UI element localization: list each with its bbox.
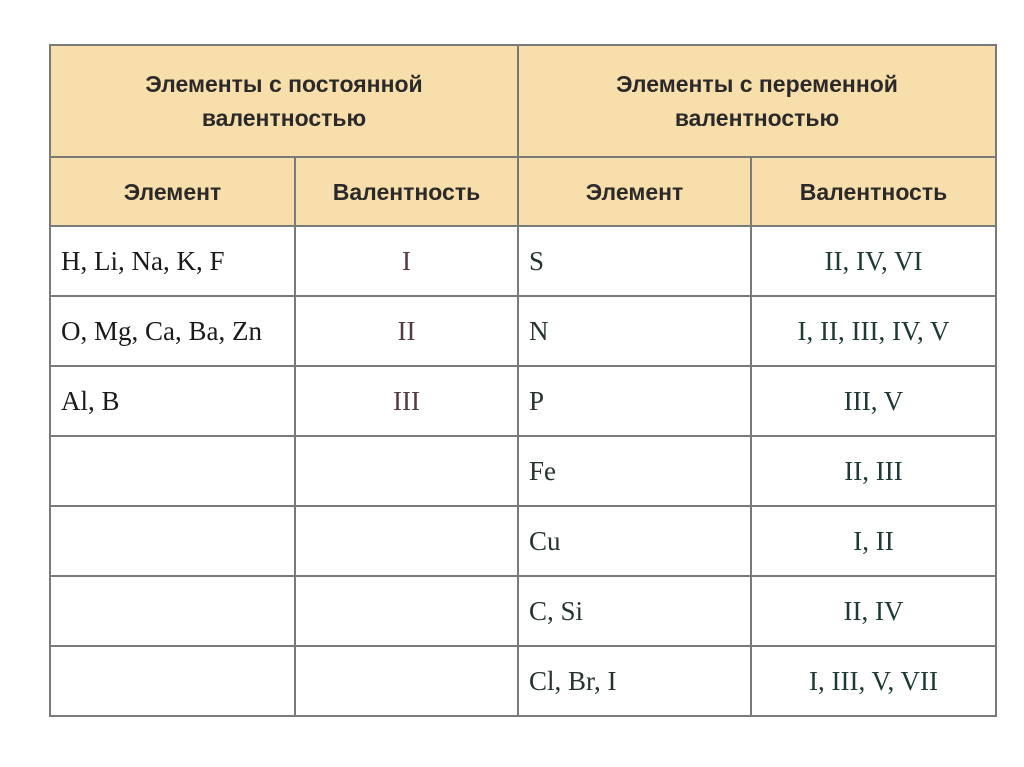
- var-element-cell: C, Si: [518, 576, 751, 646]
- valence-table-container: [49, 44, 995, 716]
- var-element-header: Элемент: [518, 157, 751, 226]
- var-valence-cell: I, II, III, IV, V: [751, 296, 996, 366]
- const-valence-cell: [295, 506, 518, 576]
- const-element-cell: [50, 576, 295, 646]
- const-valence-cell: II: [295, 296, 518, 366]
- var-element-cell: Fe: [518, 436, 751, 506]
- var-valence-cell: III, V: [751, 366, 996, 436]
- table-row: [50, 296, 996, 366]
- const-element-cell: Al, B: [50, 366, 295, 436]
- table-row: [50, 506, 996, 576]
- table-row: [50, 226, 996, 296]
- const-element-header: Элемент: [50, 157, 295, 226]
- var-element-cell: N: [518, 296, 751, 366]
- var-valence-cell: II, IV: [751, 576, 996, 646]
- var-valence-header: Валентность: [751, 157, 996, 226]
- const-valence-header: Валентность: [295, 157, 518, 226]
- table-row: [50, 646, 996, 716]
- var-element-cell: Cu: [518, 506, 751, 576]
- const-valence-cell: [295, 436, 518, 506]
- group-header-row: [50, 45, 996, 157]
- variable-valence-header: Элементы с переменной валентностью: [518, 45, 996, 157]
- sub-header-row: [50, 157, 996, 226]
- const-valence-cell: III: [295, 366, 518, 436]
- const-valence-cell: I: [295, 226, 518, 296]
- const-valence-cell: [295, 576, 518, 646]
- var-valence-cell: II, IV, VI: [751, 226, 996, 296]
- valence-table: [49, 44, 997, 717]
- var-element-cell: Cl, Br, I: [518, 646, 751, 716]
- var-valence-cell: I, II: [751, 506, 996, 576]
- table-row: [50, 436, 996, 506]
- const-valence-cell: [295, 646, 518, 716]
- var-element-cell: S: [518, 226, 751, 296]
- var-valence-cell: I, III, V, VII: [751, 646, 996, 716]
- const-element-cell: [50, 436, 295, 506]
- const-element-cell: [50, 646, 295, 716]
- const-element-cell: H, Li, Na, K, F: [50, 226, 295, 296]
- var-element-cell: P: [518, 366, 751, 436]
- const-element-cell: O, Mg, Ca, Ba, Zn: [50, 296, 295, 366]
- var-valence-cell: II, III: [751, 436, 996, 506]
- const-element-cell: [50, 506, 295, 576]
- table-row: [50, 366, 996, 436]
- table-row: [50, 576, 996, 646]
- constant-valence-header: Элементы с постоянной валентностью: [50, 45, 518, 157]
